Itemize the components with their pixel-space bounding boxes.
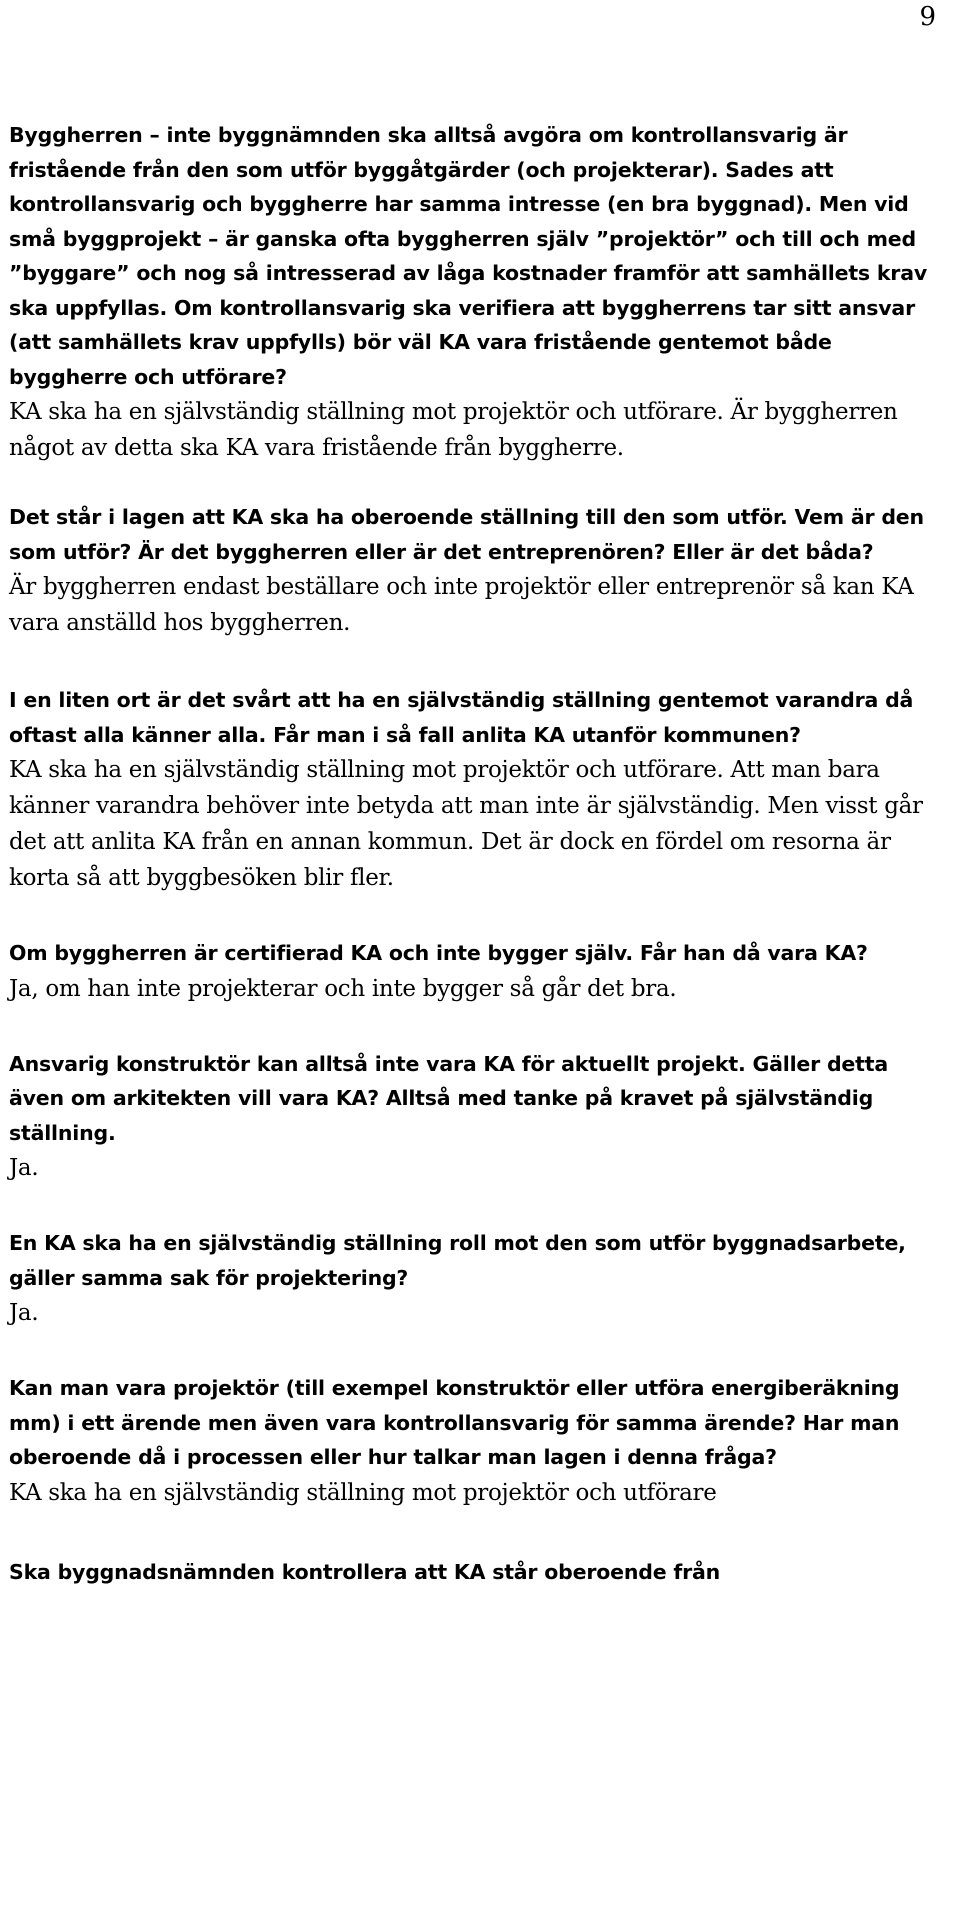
question-text: Det står i lagen att KA ska ha oberoende ställning till den som utför. Vem är den som utför? Är det byggherren eller är det entreprenören? Eller är det båda? <box>9 505 924 564</box>
answer-text: Är byggherren endast beställare och inte projektör eller entreprenör så kan KA vara anställd hos byggherren. <box>9 574 914 636</box>
qa-block <box>9 683 939 896</box>
question-text: Om byggherren är certifierad KA och inte bygger själv. Får han då vara KA? <box>9 941 868 965</box>
answer-text: KA ska ha en självständig ställning mot projektör och utförare <box>9 1479 717 1506</box>
answer-text: Ja. <box>9 1155 39 1181</box>
question-text: Kan man vara projektör (till exempel konstruktör eller utföra energiberäkning mm) i ett ärende men även vara kontrollansvarig för samma ärende? Har man oberoende då i processen eller hur talkar man lagen i denna fråga? <box>9 1376 900 1469</box>
answer-text: KA ska ha en självständig ställning mot projektör och utförare. Är byggherren något av detta ska KA vara fristående från byggherre. <box>9 399 898 461</box>
qa-block <box>9 1226 939 1331</box>
question-text: En KA ska ha en självständig ställning roll mot den som utför byggnadsarbete, gäller samma sak för projektering? <box>9 1231 906 1290</box>
qa-block <box>9 500 939 641</box>
qa-block <box>9 118 939 466</box>
qa-block <box>9 936 939 1007</box>
answer-text: Ja. <box>9 1300 39 1326</box>
question-text: Ska byggnadsnämnden kontrollera att KA står oberoende från <box>9 1559 721 1584</box>
question-text: I en liten ort är det svårt att ha en självständig ställning gentemot varandra då oftast alla känner alla. Får man i så fall anlita KA utanför kommunen? <box>9 688 914 747</box>
question-text: Ansvarig konstruktör kan alltså inte vara KA för aktuellt projekt. Gäller detta även om arkitekten vill vara KA? Alltså med tanke på kravet på självständig ställning. <box>9 1051 888 1145</box>
answer-text: Ja, om han inte projekterar och inte bygger så går det bra. <box>9 975 677 1002</box>
document-body <box>9 118 939 1589</box>
qa-block <box>9 1555 939 1590</box>
qa-block <box>9 1047 939 1187</box>
page-number: 9 <box>919 2 936 32</box>
answer-text: KA ska ha en självständig ställning mot projektör och utförare. Att man bara känner varandra behöver inte betyda att man inte är självständig. Men visst går det att anlita KA från en annan kommun. Det är dock en fördel om resorna är korta så att byggbesöken blir fler. <box>9 757 923 891</box>
question-text: Byggherren – inte byggnämnden ska alltså avgöra om kontrollansvarig är fristående från den som utför byggåtgärder (och projekterar). Sades att kontrollansvarig och byggherre har samma intresse (en bra byggnad). Men vid små byggprojekt – är ganska ofta byggherren själv ”projektör” och till och med ”byggare” och nog så intresserad av låga kostnader framför att samhällets krav ska uppfyllas. Om kontrollansvarig ska verifiera att byggherrens tar sitt ansvar (att samhällets krav uppfylls) bör väl KA vara fristående gentemot både byggherre och utförare? <box>9 123 928 389</box>
qa-block <box>9 1371 939 1511</box>
